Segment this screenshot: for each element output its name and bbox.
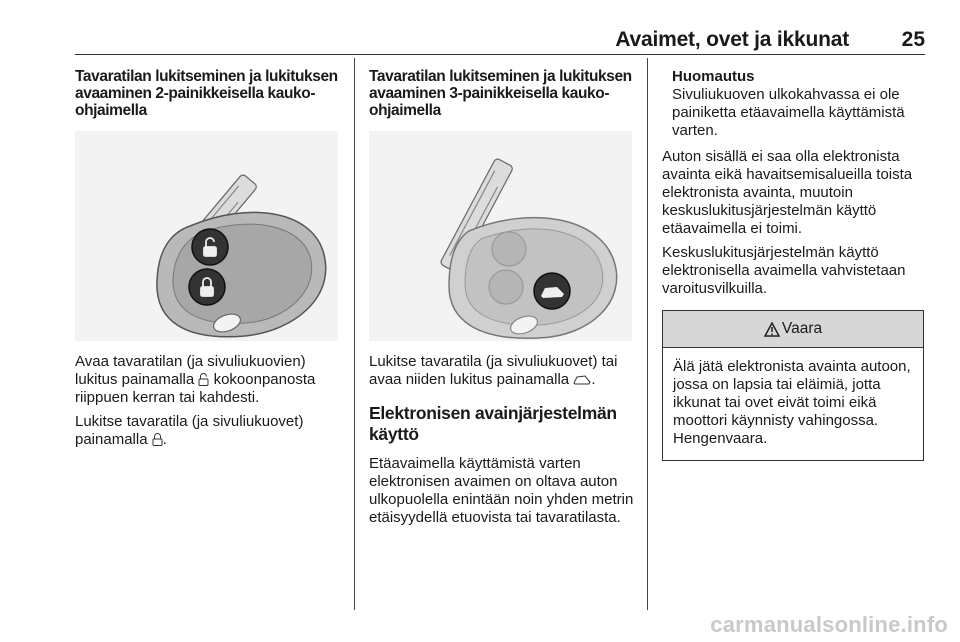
page-number: 25 [901, 28, 925, 51]
warning-text: Älä jätä elektronista avainta autoon, jossa on lapsia tai eläimiä, jotta ikkunat tai ovet eivät toimi eikä moottori käynnisty vahingossa. Hengenvaara. [673, 358, 911, 447]
section-heading-electronic-key: Elektronisen avainjärjestelmän käyttö [369, 403, 617, 444]
paragraph-no-key-inside: Auton sisällä ei saa olla elektronista avainta eikä havaitsemisalueilla toista elektronista avainta, muutoin keskuslukitusjärjestelmän käyttö etäavaimella ei toimi. [662, 148, 913, 237]
column-3 [662, 68, 924, 461]
warning-title: Vaara [781, 320, 823, 337]
lock-icon [152, 433, 163, 446]
key-2-button-illustration [75, 131, 338, 341]
column-2 [369, 68, 634, 527]
column-divider-2 [647, 58, 648, 610]
chapter-title: Avaimet, ovet ja ikkunat [615, 28, 849, 51]
warning-triangle-icon [764, 322, 780, 337]
warning-header [663, 311, 923, 348]
paragraph-lock-trunk: Lukitse tavaratila (ja sivuliukuovet) painamalla . [75, 413, 304, 448]
paragraph-electronic-key: Etäavaimella käyttämistä varten elektronisen avaimen on oltava auton ulkopuolella enintään noin yhden metrin etäisyydellä etuovista tai tavaratilasta. [369, 455, 634, 526]
trunk-icon [573, 373, 591, 386]
key-2-button-drawing [75, 131, 338, 341]
key-3-button-drawing [369, 131, 632, 341]
note-text: Sivuliukuoven ulkokahvassa ei ole painiketta etäavaimella käyttämistä varten. [672, 86, 905, 139]
paragraph-unlock-trunk: Avaa tavaratilan (ja sivuliukuovien) lukitus painamalla kokoonpanosta riippuen kerran tai kahdesti. [75, 353, 316, 406]
warning-box [662, 310, 924, 461]
unlock-icon [198, 373, 209, 386]
section-heading-3-button: Tavaratilan lukitseminen ja lukituksen avaaminen 3-painikkeisella kauko-ohjaimella [369, 68, 632, 119]
column-divider-1 [354, 58, 355, 610]
column-1 [75, 68, 340, 449]
watermark: carmanualsonline.info [710, 612, 948, 637]
page-header [75, 28, 925, 55]
section-heading-2-button: Tavaratilan lukitseminen ja lukituksen avaaminen 2-painikkeisella kauko-ohjaimella [75, 68, 338, 119]
paragraph-trunk-button: Lukitse tavaratila (ja sivuliukuovet) tai avaa niiden lukitus painamalla . [369, 353, 618, 388]
key-3-button-illustration [369, 131, 632, 341]
paragraph-hazard-confirm: Keskuslukitusjärjestelmän käyttö elektronisella avaimella vahvistetaan varoitusvilkuilla. [662, 244, 906, 297]
note-title: Huomautus [672, 68, 755, 85]
